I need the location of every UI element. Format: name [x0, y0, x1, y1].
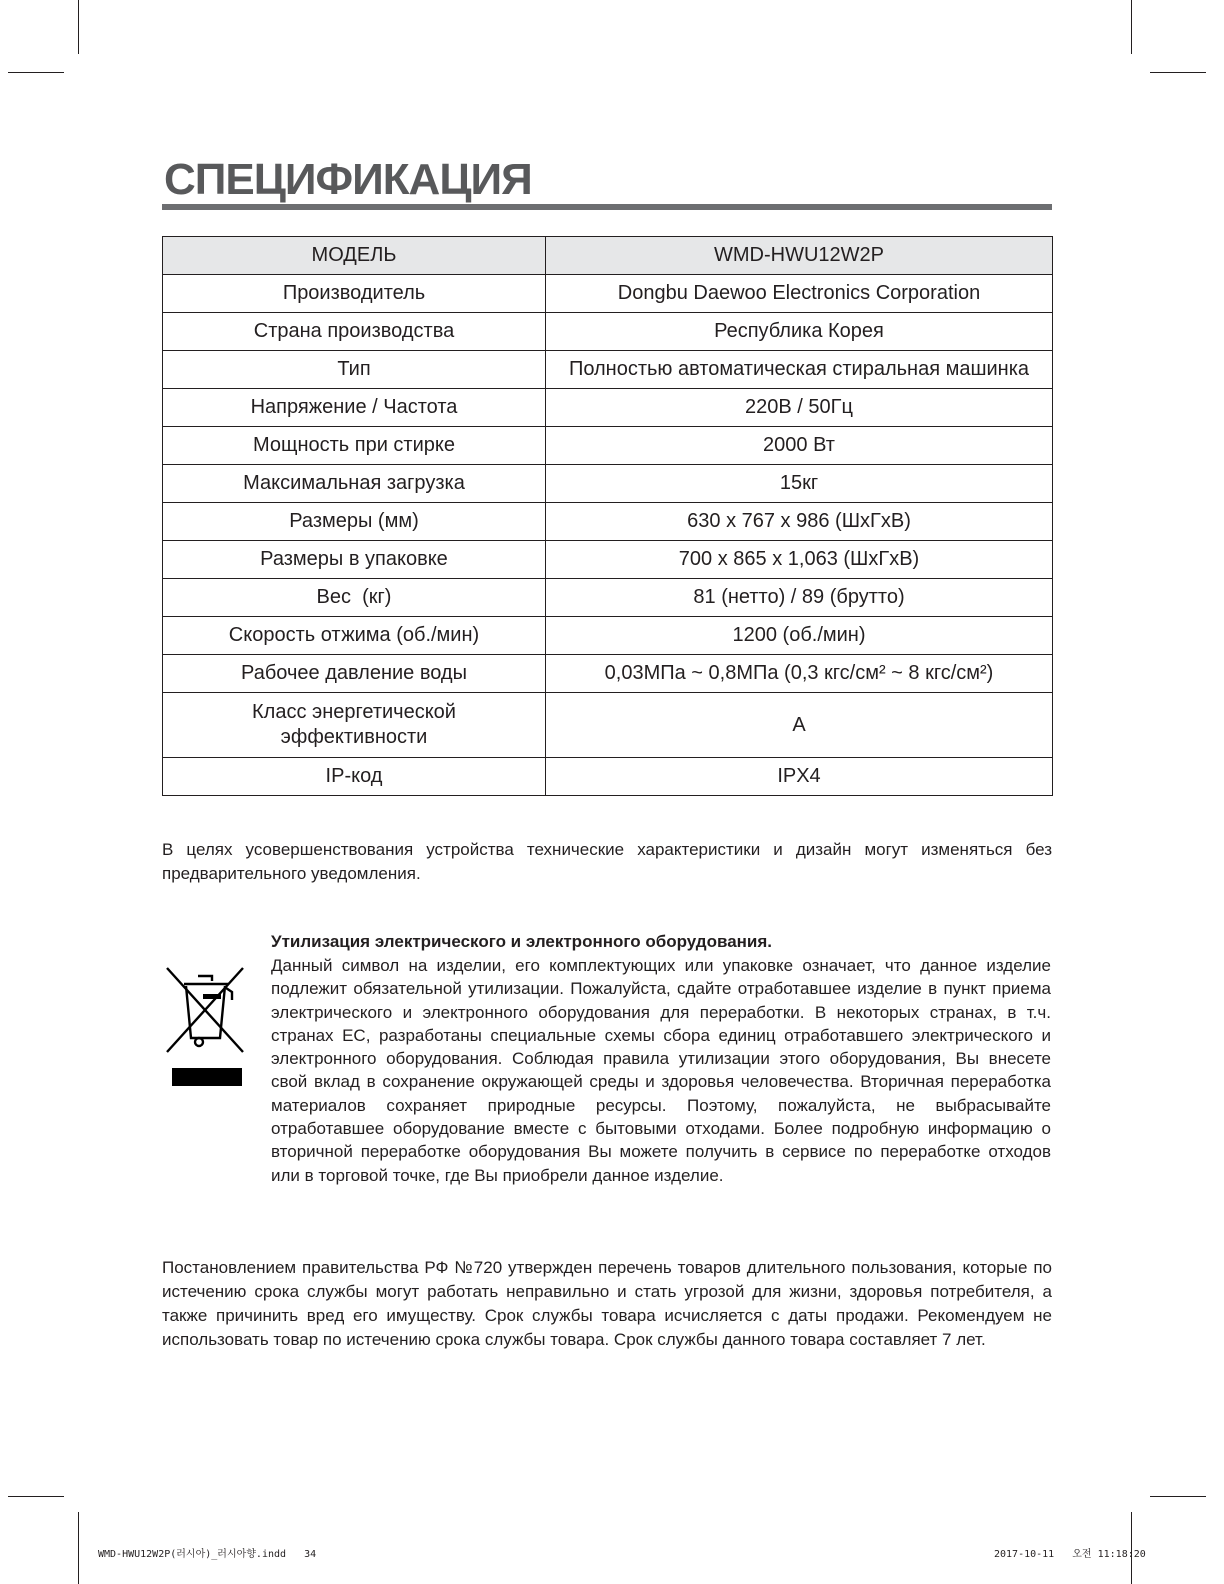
spec-label-line: Класс энергетической — [252, 701, 456, 723]
spec-label-line: эффективности — [280, 726, 428, 748]
table-row — [163, 465, 1053, 503]
crop-mark — [1131, 0, 1132, 54]
table-header-row — [163, 237, 1053, 275]
weee-text: Данный символ на изделии, его комплектующих или упаковке означает, что данное изделие подлежит обязательной утилизации. Пожалуйста, сдайте отработавшее изделие в пункт приема электрического и электронного оборудования для переработки. В некоторых странах, в т.ч. странах ЕС, разработаны специальные схемы сбора единиц отработавшего электрического и электронного оборудования. Соблюдая правила утилизации этого оборудования, Вы внесете свой вклад в сохранение окружающей среды и здоровья человечества. Вторичная переработка материалов сохраняет природные ресурсы. Поэтому, пожалуйста, не выбрасывайте отработавшее оборудование вместе с бытовыми отходами. Более подробную информацию о вторичной переработке оборудования Вы можете получить в сервисе по переработке отходов или в торговой точке, где Вы приобрели данное изделие. — [271, 956, 1051, 1185]
crop-mark — [1150, 1496, 1206, 1497]
table-row — [163, 275, 1053, 313]
spec-value: Dongbu Daewoo Electronics Corporation — [546, 275, 1053, 313]
weee-section — [271, 930, 1051, 1187]
spec-label: Размеры (мм) — [163, 503, 546, 541]
spec-value: 1200 (об./мин) — [546, 617, 1053, 655]
table-row — [163, 758, 1053, 796]
crop-mark — [8, 72, 64, 73]
table-row — [163, 541, 1053, 579]
crossed-out-wheelie-bin-icon — [164, 964, 246, 1060]
spec-label: Максимальная загрузка — [163, 465, 546, 503]
spec-value: Республика Корея — [546, 313, 1053, 351]
spec-value: 15кг — [546, 465, 1053, 503]
table-row — [163, 389, 1053, 427]
spec-value: 700 x 865 x 1,063 (ШхГхВ) — [546, 541, 1053, 579]
footer-timestamp: 2017-10-11 오전 11:18:20 — [994, 1549, 1146, 1560]
spec-label: Скорость отжима (об./мин) — [163, 617, 546, 655]
footer-file-info: WMD-HWU12W2P(러시아)_러시아향.indd 34 — [98, 1549, 317, 1560]
spec-value: 2000 Вт — [546, 427, 1053, 465]
table-row — [163, 313, 1053, 351]
table-row — [163, 503, 1053, 541]
table-row — [163, 579, 1053, 617]
model-label: МОДЕЛЬ — [163, 237, 546, 275]
spec-value: 81 (нетто) / 89 (брутто) — [546, 579, 1053, 617]
spec-label: Вес (кг) — [163, 579, 546, 617]
table-row — [163, 693, 1053, 758]
spec-value: A — [546, 693, 1053, 758]
spec-label — [163, 693, 546, 758]
service-life-note: Постановлением правительства РФ №720 утвержден перечень товаров длительного пользования, которые по истечению срока службы могут работать неправильно и стать угрозой для жизни, здоровья потребителя, а также причинить вред его имуществу. Срок службы товара исчисляется с даты продажи. Рекомендуем не использовать товар по истечению срока службы товара. Срок службы данного товара составляет 7 лет. — [162, 1258, 1052, 1349]
spec-label: Размеры в упаковке — [163, 541, 546, 579]
crop-mark — [78, 1512, 79, 1584]
spec-label: Страна производства — [163, 313, 546, 351]
spec-label: Мощность при стирке — [163, 427, 546, 465]
spec-value: 0,03МПа ~ 0,8МПа (0,3 кгс/см² ~ 8 кгс/см²) — [546, 655, 1053, 693]
crop-mark — [1150, 72, 1206, 73]
spec-value: 220В / 50Гц — [546, 389, 1053, 427]
model-value: WMD-HWU12W2P — [546, 237, 1053, 275]
spec-value: 630 x 767 x 986 (ШхГхВ) — [546, 503, 1053, 541]
table-row — [163, 427, 1053, 465]
page-title: СПЕЦИФИКАЦИЯ — [164, 155, 532, 204]
spec-value: Полностью автоматическая стиральная машинка — [546, 351, 1053, 389]
table-row — [163, 655, 1053, 693]
spec-label: Напряжение / Частота — [163, 389, 546, 427]
crop-mark — [8, 1496, 64, 1497]
spec-label: Тип — [163, 351, 546, 389]
table-row — [163, 617, 1053, 655]
spec-table — [162, 236, 1053, 796]
crop-mark — [78, 0, 79, 54]
weee-title: Утилизация электрического и электронного оборудования. — [271, 932, 773, 951]
spec-value: IPX4 — [546, 758, 1053, 796]
weee-bar — [172, 1068, 242, 1086]
spec-label: IP-код — [163, 758, 546, 796]
title-rule — [162, 204, 1052, 210]
spec-label: Рабочее давление воды — [163, 655, 546, 693]
table-row — [163, 351, 1053, 389]
spec-change-note: В целях усовершенствования устройства технические характеристики и дизайн могут изменяться без предварительного уведомления. — [162, 840, 1052, 883]
spec-label: Производитель — [163, 275, 546, 313]
